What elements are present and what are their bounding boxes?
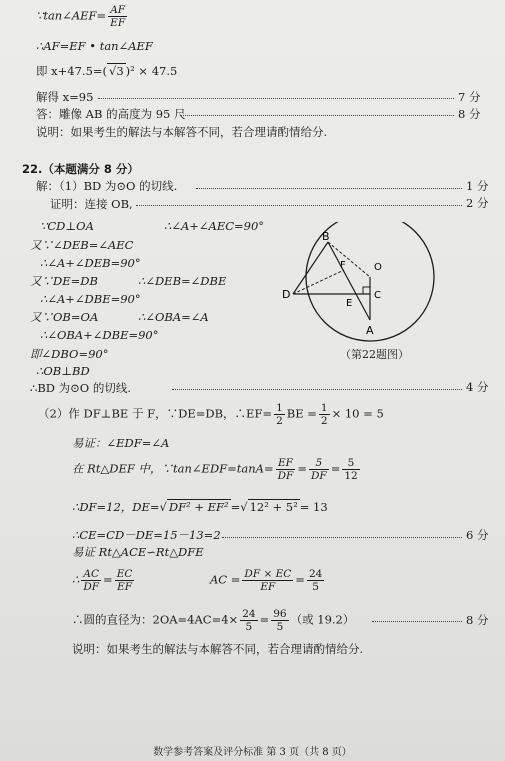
proof-line: ∴∠DEB=∠DBE	[138, 274, 227, 288]
label-e: E	[346, 298, 353, 309]
af-equation-line: ∴AF=EF • tan∠AEF	[36, 39, 153, 53]
page-footer: 数学参考答案及评分标准 第 3 页（共 8 页）	[153, 747, 352, 758]
part2-line: 易证 Rt△ACE∽Rt△DFE	[72, 545, 204, 559]
score-leader	[98, 98, 454, 99]
proof-line: ∵CD⊥OA	[40, 219, 94, 233]
score-mark: 1 分	[466, 179, 489, 193]
proof-line: ∴∠A+∠AEC=90°	[164, 219, 265, 233]
proof-line: 又∵∠DEB=∠AEC	[30, 238, 134, 252]
score-mark: 7 分	[458, 90, 481, 104]
note-line: 说明：如果考生的解法与本解答不同，若合理请酌情给分.	[72, 642, 364, 656]
answer-line: 答：雕像 AB 的高度为 95 尺	[36, 107, 186, 121]
score-mark: 8 分	[466, 613, 489, 627]
proof-line: ∴∠A+∠DBE=90°	[40, 292, 141, 306]
proof-line: 又∵DE=DB	[30, 274, 98, 288]
figure-caption: （第22题图）	[340, 348, 409, 361]
part2-line: ∴DF=12，DE=√ DF² + EF² =√ 12² + 5² = 13	[72, 500, 328, 514]
score-leader	[172, 389, 462, 390]
score-mark: 4 分	[466, 380, 489, 394]
note-line: 说明：如果考生的解法与本解答不同，若合理请酌情给分.	[36, 125, 328, 139]
proof-line: ∴∠OBA+∠DBE=90°	[40, 328, 159, 342]
part2-line: ∴ $\frac{AC}{DF}$ = $\frac{EC}{EF}$	[72, 568, 133, 593]
score-leader	[372, 621, 462, 622]
proof-line: 即∠DBO=90°	[30, 347, 109, 361]
proof-line: ∴∠A+∠DEB=90°	[40, 256, 141, 270]
score-leader	[222, 537, 462, 538]
segment-db	[293, 242, 328, 294]
label-f: F	[340, 260, 346, 271]
score-leader	[136, 205, 462, 206]
x-equation-line: 即 x+47.5=( √3 )² × 47.5	[36, 64, 178, 78]
proof-conclusion: ∴BD 为⊙O 的切线.	[30, 381, 132, 395]
segment-ob	[328, 242, 370, 277]
tan-equation-line: ∵tan∠AEF= $\frac{AF}{EF}$	[36, 4, 126, 29]
proof-line: 证明：连接 OB,	[50, 197, 133, 211]
solve-x-line: 解得 x=95	[36, 90, 94, 104]
score-leader	[180, 115, 454, 116]
part2-diameter-line: ∴圆的直径为：2OA=4AC=4× $\frac{24}{5}$ = $\frac{96}{5}$ （或 19.2）	[72, 608, 355, 633]
solution-line: 解：（1）BD 为⊙O 的切线.	[36, 179, 178, 193]
label-o: O	[374, 262, 382, 273]
label-b: B	[322, 230, 330, 243]
problem-heading: 22.（本题满分 8 分）	[22, 162, 139, 176]
label-c: C	[374, 290, 381, 301]
part2-line: AC = $\frac{DF \times EC}{EF}$ = $\frac{24}{5}$	[210, 568, 323, 593]
score-leader	[196, 188, 462, 189]
proof-line: 又∵OB=OA	[30, 310, 99, 324]
score-mark: 2 分	[466, 196, 489, 210]
part2-line: 在 Rt△DEF 中，∵tan∠EDF=tanA= $\frac{EF}{DF}$ = $\frac{5}{DF}$ = $\frac{5}{12}$	[72, 457, 358, 482]
part2-line: 易证：∠EDF=∠A	[72, 436, 170, 450]
geometry-figure	[278, 222, 448, 362]
score-mark: 8 分	[458, 107, 481, 121]
proof-line: ∴OB⊥BD	[36, 364, 90, 378]
proof-line: ∴∠OBA=∠A	[138, 310, 209, 324]
score-mark: 6 分	[466, 528, 489, 542]
label-d: D	[282, 288, 291, 301]
part2-line: （2）作 DF⊥BE 于 F，∵DE=DB，∴EF= $\frac{1}{2}$ BE = $\frac{1}{2}$ × 10 = 5	[38, 402, 384, 427]
part2-line: ∴CE=CD－DE=15－13=2	[72, 528, 221, 542]
label-a: A	[366, 324, 374, 337]
right-angle-mark	[363, 287, 370, 294]
